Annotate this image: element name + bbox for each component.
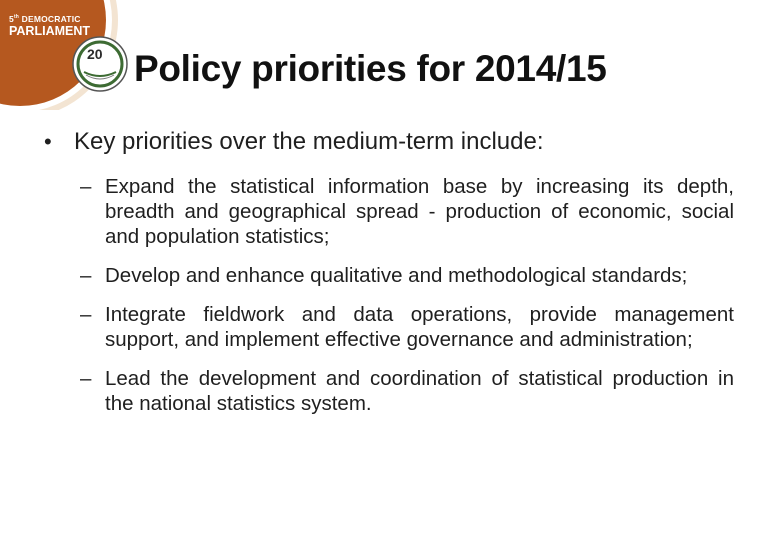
dash-icon: – bbox=[80, 264, 92, 287]
sub-bullet-item bbox=[80, 174, 734, 249]
slide-title: Policy priorities for 2014/15 bbox=[134, 48, 607, 89]
sub-bullet-item bbox=[80, 263, 734, 288]
parliament-logo bbox=[0, 0, 140, 110]
sub-bullet-item bbox=[80, 302, 734, 352]
logo-text-democratic: 5th DEMOCRATIC bbox=[9, 14, 81, 24]
logo-text-parliament: PARLIAMENT bbox=[9, 24, 91, 38]
seal-number: 20 bbox=[87, 46, 103, 62]
sub-bullet-list bbox=[44, 174, 734, 416]
dash-icon: – bbox=[80, 175, 92, 198]
slide-body bbox=[44, 128, 734, 430]
sub-bullet-text: Lead the development and coordination of statistical production in the national statistics system. bbox=[105, 367, 734, 415]
sub-bullet-text: Develop and enhance qualitative and methodological standards; bbox=[105, 264, 688, 287]
dash-icon: – bbox=[80, 303, 92, 326]
sub-bullet-item bbox=[80, 366, 734, 416]
dash-icon: – bbox=[80, 367, 92, 390]
sub-bullet-text: Integrate fieldwork and data operations, provide management support, and implement effective governance and administration; bbox=[105, 303, 734, 351]
twenty-years-seal-icon bbox=[72, 36, 128, 92]
sub-bullet-text: Expand the statistical information base by increasing its depth, breadth and geographical spread - production of economic, social and population statistics; bbox=[105, 175, 734, 248]
main-bullet-text: Key priorities over the medium-term include: bbox=[74, 128, 544, 155]
bullet-dot-icon: • bbox=[44, 129, 52, 154]
main-bullet bbox=[44, 128, 734, 156]
